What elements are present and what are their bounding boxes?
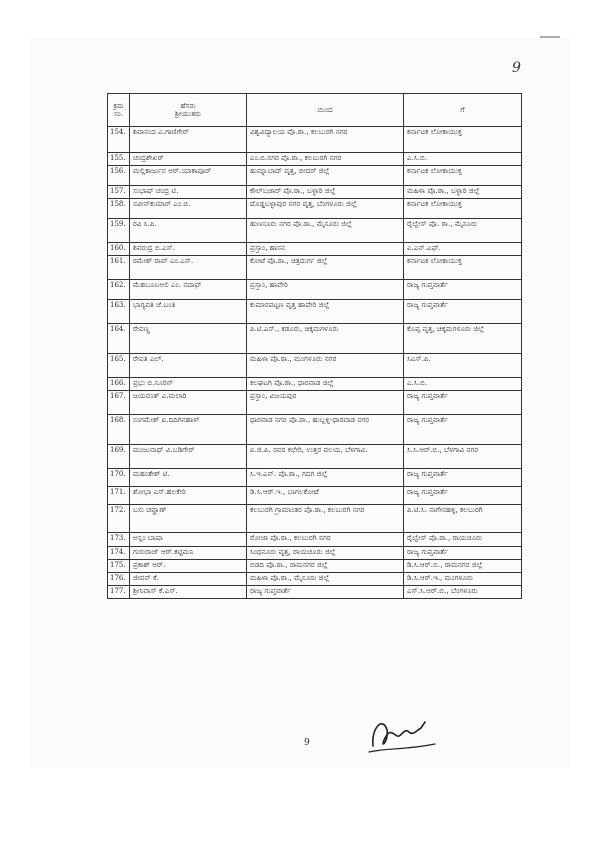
name-cell: ಗುರುರಾಜ್ ಆರ್.ಕಟ್ಟಿಮನಿ (130, 547, 247, 560)
from-cell: ಡಿ.ಸಿ.ಆರ್.ಇ., ಬಾಗಲಕೋಟೆ (247, 487, 404, 505)
table-row (108, 573, 522, 586)
name-cell: ಸುಭಾಷ್ ಚಂದ್ರ ಟಿ. (130, 186, 247, 199)
header-serial (108, 94, 130, 127)
to-cell: ಕರ್ನಾಟಕ ಲೋಕಾಯುಕ್ತ (404, 166, 522, 186)
to-cell: ರಾಜ್ಯ ಗುಪ್ತವಾರ್ತೆ (404, 487, 522, 505)
serial-cell: 173. (108, 533, 130, 547)
to-cell: ರಾಜ್ಯ ಗುಪ್ತವಾರ್ತೆ (404, 547, 522, 560)
table-row (108, 243, 522, 256)
to-cell: ಎ.ಎನ್.ಎಫ್. (404, 243, 522, 256)
serial-cell: 163. (108, 300, 130, 324)
table-row (108, 354, 522, 378)
header-name-bottom: ಶ್ರೀಯುತರು (174, 109, 202, 118)
serial-cell: 170. (108, 469, 130, 487)
name-cell: ರೇವಣ್ಣ (130, 324, 247, 354)
from-cell: ಮಹಿಳಾ ಪೊ.ಠಾ., ಮೈಸೂರು ಜಿಲ್ಲೆ (247, 573, 404, 586)
from-cell: ಕೌಲ್‌ಬಜಾರ್ ಪೊ.ಠಾ., ಬಳ್ಳಾರಿ ಜಿಲ್ಲೆ (247, 186, 404, 199)
serial-cell: 167. (108, 391, 130, 415)
name-cell: ಶ್ರೀನಿವಾಸ್ ಕೆ.ಎಸ್. (130, 586, 247, 599)
header-serial-top: ಕ್ರಮ (113, 101, 124, 110)
from-cell: ಸಿ.ಇ.ಎನ್. ಪೊ.ಠಾ., ಗದಗ ಜಿಲ್ಲೆ (247, 469, 404, 487)
from-cell: ಕಲಬುರಗಿ ಗ್ರಾಮಾಂತರ ಪೊ.ಠಾ., ಕಲಬುರಗಿ ನಗರ (247, 505, 404, 533)
from-cell: ಕುಮಾರಪಟ್ಟಣ ವೃತ್ತ ಹಾವೇರಿ ಜಿಲ್ಲೆ (247, 300, 404, 324)
from-cell: ರಾಜ್ಯ ಗುಪ್ತವಾರ್ತೆ (247, 586, 404, 599)
table-row (108, 547, 522, 560)
table-row (108, 586, 522, 599)
table-row (108, 445, 522, 469)
header-name-top: ಹೆಸರು (180, 100, 196, 110)
name-cell: ಶಿವಾನಂದ ಎ.ಗಾಣಿಗೇರ್ (130, 127, 247, 153)
serial-cell: 160. (108, 243, 130, 256)
header-name (130, 94, 247, 127)
to-cell: ಡಿ.ಸಿ.ಆರ್.ಬಿ., ರಾಮನಗರ ಜಿಲ್ಲೆ (404, 560, 522, 573)
table-row (108, 127, 522, 153)
footer-page-number: 9 (304, 738, 310, 748)
scan-edge-mark (540, 36, 560, 54)
serial-cell: 156. (108, 166, 130, 186)
serial-cell: 164. (108, 324, 130, 354)
table-row (108, 186, 522, 199)
from-cell: ಪ್ರಸ್ತಾಂ, ವಿಜಯಪುರ (247, 391, 404, 415)
name-cell: ಮಲ್ಲಿಕಾರ್ಜುನ ಆರ್.ಯಾಕಾಪೂರ್ (130, 166, 247, 186)
corner-page-number: 9 (512, 60, 521, 76)
table-row (108, 415, 522, 445)
table-row (108, 560, 522, 573)
from-cell: ಐ.ಜಿ.ಪಿ. ರವರ ಕಛೇರಿ, ಉತ್ತರ ವಲಯ, ಬೆಳಗಾವಿ. (247, 445, 404, 469)
from-cell: ಪಿ.ಟಿ.ಎಸ್., ಕಡೂರು, ಚಿಕ್ಕಮಗಳೂರು (247, 324, 404, 354)
to-cell: ಮಹಿಳಾ ಪೊ.ಠಾ., ಬಳ್ಳಾರಿ ಜಿಲ್ಲೆ (404, 186, 522, 199)
from-cell: ಕಲಘಟಗಿ ಪೊ.ಠಾ., ಧಾರವಾಡ ಜಿಲ್ಲೆ (247, 378, 404, 391)
table-row (108, 280, 522, 300)
to-cell: ರಾಜ್ಯ ಗುಪ್ತವಾರ್ತೆ (404, 300, 522, 324)
to-cell: ರಾಜ್ಯ ಗುಪ್ತವಾರ್ತೆ (404, 280, 522, 300)
table-header (108, 94, 522, 127)
to-cell: ಡಿ.ಸಿ.ಆರ್.ಇ., ಮಂಗಳೂರು (404, 573, 522, 586)
serial-cell: 177. (108, 586, 130, 599)
table-row (108, 166, 522, 186)
name-cell: ರಮೇಶ್ ರಾವ್ ಎಂ.ಎಸ್. (130, 256, 247, 280)
table-row (108, 505, 522, 533)
table-row (108, 219, 522, 243)
to-cell: ರಾಜ್ಯ ಗುಪ್ತವಾರ್ತೆ (404, 391, 522, 415)
serial-cell: 161. (108, 256, 130, 280)
table-row (108, 324, 522, 354)
from-cell: ಎಂ.ಬಿ.ನಗರ ಪೊ.ಠಾ., ಕಲಬುರಗಿ ನಗರ (247, 153, 404, 166)
from-cell: ಬಿಡದಿ ಪೊ.ಠಾ., ರಾಮನಗರ ಜಿಲ್ಲೆ (247, 560, 404, 573)
table-row (108, 256, 522, 280)
name-cell: ಮಂಜುನಾಥ್ ವಿ.ಬಡಿಗೇರ್ (130, 445, 247, 469)
signature-mark (365, 708, 445, 758)
name-cell: ನವೀನ್‌ಕುಮಾರ್ ಎಂ.ಬಿ. (130, 199, 247, 219)
to-cell: ರೈಲ್ವೇಸ್ ಪೊ. ಠಾ., ಮೈಸೂರು (404, 219, 522, 243)
to-cell: ಸಿ.ಸಿ.ಆರ್.ಬಿ., ಬೆಳಗಾವಿ ನಗರ (404, 445, 522, 469)
serial-cell: 162. (108, 280, 130, 300)
name-cell: ಮೆಹಬೂಬಅಲಿ ಎಂ. ನದಾಫ್ (130, 280, 247, 300)
from-cell: ಮಹಿಳಾ ಪೊ.ಠಾ., ಮಂಗಳೂರು ನಗರ (247, 354, 404, 378)
to-cell: ರೈಲ್ವೇಸ್ ಪೊ.ಠಾ., ರಾಯಚೂರು (404, 533, 522, 547)
name-cell: ರವಿ ಸಿ.ಪಿ. (130, 219, 247, 243)
from-cell: ಧಾರವಾಡ ನಗರ ಪೊ.ಠಾ., ಹುಬ್ಬಳ್ಳಿ-ಧಾರವಾಡ ನಗರ (247, 415, 404, 445)
to-cell: ಸಿಎಸ್.ಪಿ. (404, 354, 522, 378)
name-cell: ರೇವತಿ ಎಲ್. (130, 354, 247, 378)
serial-cell: 157. (108, 186, 130, 199)
from-cell: ಸಿಂಧನೂರು ವೃತ್ತ, ರಾಯಚೂರು ಜಿಲ್ಲೆ (247, 547, 404, 560)
to-cell: ಕರ್ನಾಟಕ ಲೋಕಾಯುಕ್ತ (404, 199, 522, 219)
table-row (108, 300, 522, 324)
serial-cell: 169. (108, 445, 130, 469)
to-cell: ಎಸ್.ಸಿ.ಆರ್.ಬಿ., ಬೆಂಗಳೂರು (404, 586, 522, 599)
to-cell: ಎ.ಸಿ.ಬಿ. (404, 153, 522, 166)
from-cell: ಪ್ರಸ್ತಾಂ, ಹಾಸನ (247, 243, 404, 256)
serial-cell: 168. (108, 415, 130, 445)
table-body (108, 127, 522, 599)
to-cell: ಕರ್ನಾಟಕ ಲೋಕಾಯುಕ್ತ (404, 256, 522, 280)
serial-cell: 174. (108, 547, 130, 560)
name-cell: ಜಯವಂತ್ ಎ.ಮಲಾರಿ (130, 391, 247, 415)
from-cell: ಹುಣಸೂರು ನಗರ ಪೊ.ಠಾ., ಮೈಸೂರು ಜಿಲ್ಲೆ (247, 219, 404, 243)
from-cell: ಹುಮ್ನಾಬಾದ್ ವೃತ್ತ, ಬೀದರ್ ಜಿಲ್ಲೆ (247, 166, 404, 186)
to-cell: ರಾಜ್ಯ ಗುಪ್ತವಾರ್ತೆ (404, 415, 522, 445)
table-row (108, 199, 522, 219)
table-row (108, 391, 522, 415)
name-cell: ಚಂದ್ರಶೇಖರ್ (130, 153, 247, 166)
transfer-table (107, 93, 522, 599)
header-serial-bottom: ಸಂ. (113, 110, 124, 118)
table-row (108, 469, 522, 487)
from-cell: ದೊಡ್ಡಬಳ್ಳಾಪುರ ನಗರ ವೃತ್ತ, ಬೆಂಗಳೂರು ಜಿಲ್ಲೆ (247, 199, 404, 219)
table-row (108, 378, 522, 391)
to-cell: ಎ.ಸಿ.ಬಿ. (404, 378, 522, 391)
name-cell: ಶಿವರುದ್ರ ಬಿ.ಎಸ್. (130, 243, 247, 256)
from-cell: ರೋಜಾ ಪೊ.ಠಾ., ಕಲಬುರಗಿ ನಗರ (247, 533, 404, 547)
serial-cell: 158. (108, 199, 130, 219)
serial-cell: 175. (108, 560, 130, 573)
table-row (108, 533, 522, 547)
name-cell: ಬಸು ಚವ್ಹಾಣ್ (130, 505, 247, 533)
name-cell: ಭಾಗ್ಯವತಿ ಜೆ.ಬಂತಿ (130, 300, 247, 324)
header-to: ಗೆ (404, 94, 522, 127)
serial-cell: 154. (108, 127, 130, 153)
from-cell: ವಿಶ್ವವಿದ್ಯಾಲಯ ಪೊ.ಠಾ., ಕಲಬುರಗಿ ನಗರ (247, 127, 404, 153)
header-from: ಯಿಂದ (247, 94, 404, 127)
serial-cell: 166. (108, 378, 130, 391)
serial-cell: 165. (108, 354, 130, 378)
serial-cell: 172. (108, 505, 130, 533)
table-row (108, 153, 522, 166)
from-cell: ಕೋಟೆ ಪೊ.ಠಾ., ಚಿತ್ರದುರ್ಗ ಜಿಲ್ಲೆ (247, 256, 404, 280)
name-cell: ಪ್ರಭು ಬಿ.ಸೂರಿನ್ (130, 378, 247, 391)
serial-cell: 176. (108, 573, 130, 586)
name-cell: ಜೀವನ್ ಕೆ. (130, 573, 247, 586)
name-cell: ಸಂಗಮೇಶ್ ಐ.ದಿದಿಗಿನಹಾಳ್ (130, 415, 247, 445)
to-cell: ಪಿ.ಟಿ.ಸಿ. ನಾಗೇನಹಳ್ಳಿ, ಕಲಬುರಗಿ (404, 505, 522, 533)
serial-cell: 159. (108, 219, 130, 243)
table-row (108, 487, 522, 505)
to-cell: ಕೊಪ್ಪ ವೃತ್ತ, ಚಿಕ್ಕಮಗಳೂರು ಜಿಲ್ಲೆ (404, 324, 522, 354)
name-cell: ಶೋಭಾ ಎಸ್.ಹಲಕೇರಿ (130, 487, 247, 505)
name-cell: ಮಹಂತೇಶ್ ಟಿ. (130, 469, 247, 487)
serial-cell: 171. (108, 487, 130, 505)
serial-cell: 155. (108, 153, 130, 166)
to-cell: ರಾಜ್ಯ ಗುಪ್ತವಾರ್ತೆ (404, 469, 522, 487)
name-cell: ಪ್ರಕಾಶ್ ಆರ್. (130, 560, 247, 573)
name-cell: ಅಸ್ಲಂ ಬಾಷಾ (130, 533, 247, 547)
to-cell: ಕರ್ನಾಟಕ ಲೋಕಾಯುಕ್ತ (404, 127, 522, 153)
from-cell: ಪ್ರಸ್ತಾಂ, ಹಾವೇರಿ (247, 280, 404, 300)
